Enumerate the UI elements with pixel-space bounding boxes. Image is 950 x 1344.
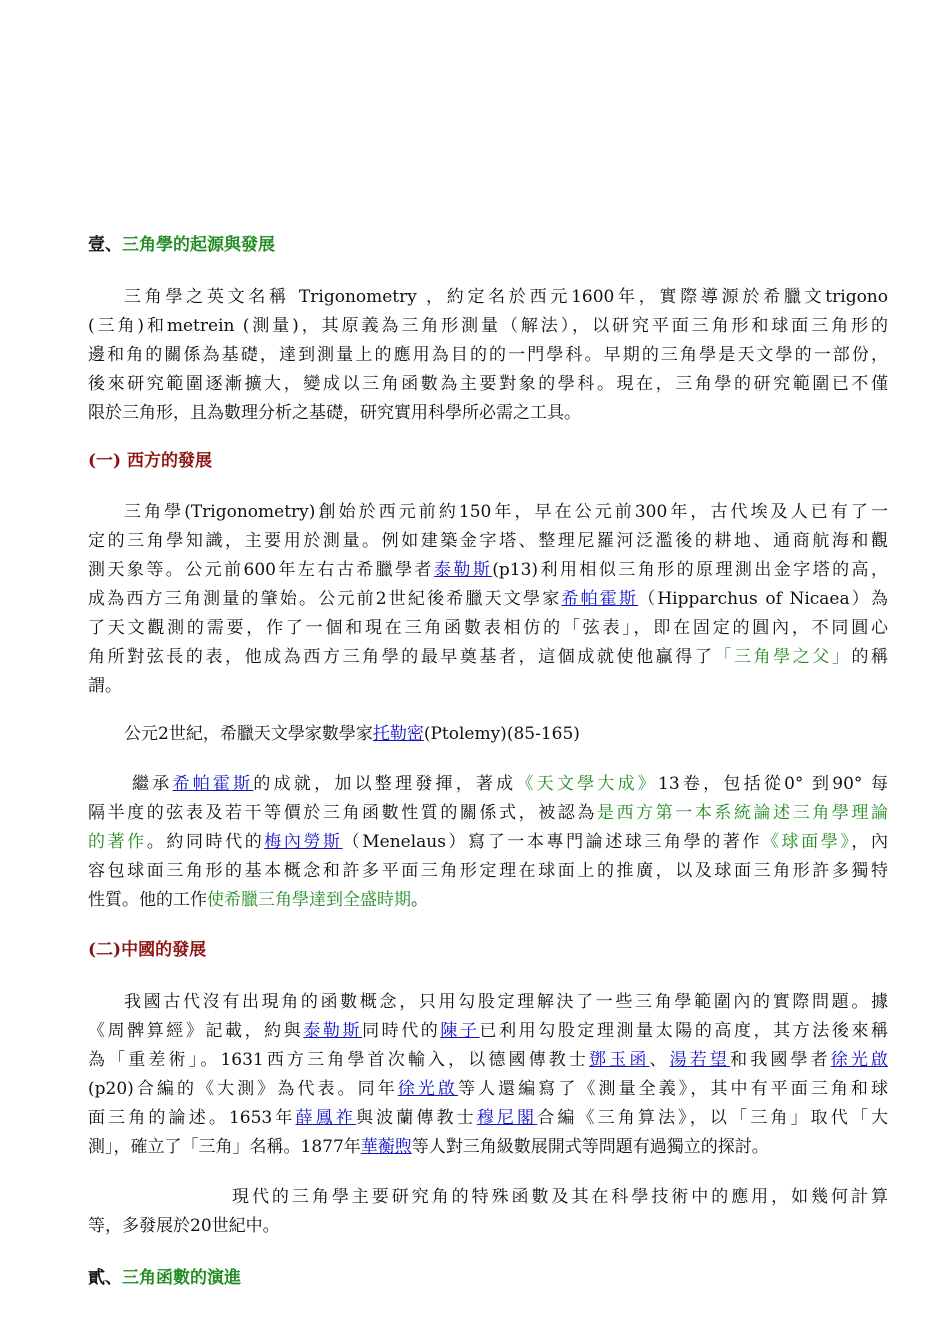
- section-heading-1: [88, 231, 888, 260]
- paragraph-line: 現代的三角學主要研究角的特殊函數及其在科學技術中的應用，如幾何計算: [232, 1187, 888, 1207]
- paragraph-line: [88, 1104, 888, 1133]
- text-run: 繼承: [132, 774, 173, 794]
- china-paragraph-1: [88, 988, 888, 1162]
- text-run: 等人還編寫了《測量全義》，其中有平面三角和球: [458, 1079, 889, 1099]
- paragraph-line: 等，多發展於20世紀中。: [88, 1216, 280, 1236]
- highlight-first-book-end: 的著作: [88, 832, 147, 852]
- text-run: 已利用勾股定理測量太陽的高度，其方法後來稱: [479, 1021, 889, 1041]
- paragraph-line: [88, 1017, 888, 1046]
- paragraph-line: [88, 828, 888, 857]
- section-number: 貳、: [88, 1268, 122, 1288]
- text-run: 的稱: [851, 647, 889, 667]
- west-paragraph-2: [88, 720, 888, 749]
- west-paragraph-3: [88, 770, 888, 915]
- paragraph-line: 我國古代沒有出現角的函數概念，只用勾股定理解決了一些三角學範圍內的實際問題。據: [124, 992, 888, 1012]
- link-hipparchus[interactable]: 希帕霍斯: [172, 774, 254, 794]
- highlight-sphaerica: 《球面學》: [761, 832, 852, 852]
- text-run: 隔半度的弦表及若干等價於三角函數性質的關係式，被認為: [88, 803, 597, 823]
- west-paragraph-1: [88, 498, 888, 701]
- paragraph-line: [88, 720, 888, 749]
- link-xue-fengzuo[interactable]: 薛鳳祚: [295, 1108, 356, 1128]
- text-run: 。: [411, 890, 428, 910]
- paragraph-line: [88, 1046, 888, 1075]
- highlight-golden-age: 使希臘三角學達到全盛時期: [207, 890, 411, 910]
- text-run: （Hipparchus of Nicaea）為: [638, 589, 888, 609]
- link-smogulecki[interactable]: 穆尼閣: [476, 1108, 538, 1128]
- link-menelaus[interactable]: 梅內勞斯: [264, 832, 343, 852]
- link-xu-guangqi[interactable]: 徐光啟: [830, 1050, 889, 1070]
- text-run: 公元2世紀，希臘天文學家數學家: [124, 724, 373, 744]
- link-chenzi[interactable]: 陳子: [440, 1021, 480, 1041]
- text-run: (Ptolemy)(85-165): [423, 724, 580, 744]
- text-run: 的成就，加以整理發揮，著成: [253, 774, 517, 794]
- paragraph-line: 三角學(Trigonometry)創始於西元前約150年，早在公元前300年，古代埃及人已有了一: [124, 502, 888, 522]
- link-thales[interactable]: 泰勒斯: [433, 560, 493, 580]
- subsection-number: (二): [88, 940, 122, 960]
- section-title: 三角學的起源與發展: [122, 235, 275, 255]
- paragraph-line: (三角)和metrein (測量)，其原義為三角形測量（解法），以研究平面三角形和球面三角形的: [88, 316, 888, 336]
- text-run: 測」，確立了「三角」名稱。1877年: [88, 1137, 361, 1157]
- paragraph-line: 限於三角形，且為數理分析之基礎，研究實用科學所必需之工具。: [88, 403, 581, 423]
- text-run: (p20)合編的《大測》為代表。同年: [88, 1079, 398, 1099]
- text-run: 為「重差術」。1631西方三角學首次輸入，以德國傳教士: [88, 1050, 590, 1070]
- text-run: 面三角的論述。1653年: [88, 1108, 296, 1128]
- paragraph-line: [88, 799, 888, 828]
- text-run: 角所對弦長的表，他成為西方三角學的最早奠基者，這個成就使他贏得了: [88, 647, 715, 667]
- text-run: 和我國學者: [730, 1050, 831, 1070]
- link-xu-guangqi[interactable]: 徐光啟: [397, 1079, 458, 1099]
- section-heading-2: [88, 1264, 888, 1293]
- subsection-number: (一): [88, 451, 122, 471]
- highlight-almagest: 《天文學大成》: [516, 774, 659, 794]
- text-run: 《周髀算經》記載，約與: [88, 1021, 304, 1041]
- text-run: 13卷，包括從0° 到90° 每: [658, 774, 889, 794]
- paragraph-line: [88, 643, 888, 672]
- intro-paragraph: [88, 283, 888, 428]
- text-run: 、: [649, 1050, 670, 1070]
- link-tang-ruowang[interactable]: 湯若望: [669, 1050, 731, 1070]
- text-run: 與波蘭傳教士: [355, 1108, 477, 1128]
- paragraph-line: 了天文觀測的需要，作了一個和現在三角函數表相仿的「弦表」，即在固定的圓內，不同圓心: [88, 618, 888, 638]
- text-run: 等人對三角級數展開式等問題有過獨立的探討。: [411, 1137, 769, 1157]
- section-number: 壹、: [88, 235, 122, 255]
- link-hipparchus[interactable]: 希帕霍斯: [561, 589, 639, 609]
- subsection-title: 西方的發展: [127, 451, 213, 471]
- text-run: 合編《三角算法》，以「三角」取代「大: [537, 1108, 889, 1128]
- link-thales[interactable]: 泰勒斯: [303, 1021, 363, 1041]
- text-run: 測天象等。公元前600年左右古希臘學者: [88, 560, 434, 580]
- subsection-heading-west: [88, 447, 888, 476]
- text-run: ，內: [851, 832, 889, 852]
- china-paragraph-2: [88, 1183, 888, 1241]
- text-run: （Menelaus）寫了一本專門論述球三角學的著作: [342, 832, 762, 852]
- highlight-father: 「三角學之父」: [714, 647, 852, 667]
- paragraph-line: 謂。: [88, 676, 122, 696]
- paragraph-line: [88, 1133, 888, 1162]
- paragraph-line: 容包球面三角形的基本概念和許多平面三角形定理在球面上的推廣，以及球面三角形許多獨特: [88, 861, 888, 881]
- section-title: 三角函數的演進: [122, 1268, 241, 1288]
- paragraph-line: 定的三角學知識，主要用於測量。例如建築金字塔、整理尼羅河泛濫後的耕地、通商航海和觀: [88, 531, 888, 551]
- paragraph-line: 邊和角的關係為基礎，達到測量上的應用為目的的一門學科。早期的三角學是天文學的一部份，: [88, 345, 888, 365]
- paragraph-line: [88, 556, 888, 585]
- paragraph-line: [88, 770, 888, 799]
- paragraph-line: [88, 585, 888, 614]
- subsection-title: 中國的發展: [121, 940, 207, 960]
- paragraph-line: [88, 1075, 888, 1104]
- text-run: 成為西方三角測量的肇始。公元前2世紀後希臘天文學家: [88, 589, 562, 609]
- link-ptolemy[interactable]: 托勒密: [372, 724, 424, 744]
- highlight-first-book: 是西方第一本系統論述三角學理論: [596, 803, 889, 823]
- text-run: 同時代的: [362, 1021, 441, 1041]
- text-run: 。約同時代的: [146, 832, 265, 852]
- link-hua-hengfang[interactable]: 華蘅煦: [360, 1137, 412, 1157]
- paragraph-line: [88, 886, 888, 915]
- link-deng-yuhan[interactable]: 鄧玉函: [589, 1050, 650, 1070]
- subsection-heading-china: [88, 936, 888, 965]
- paragraph-line: 後來研究範圍逐漸擴大，變成以三角函數為主要對象的學科。現在，三角學的研究範圍已不僅: [88, 374, 888, 394]
- text-run: 性質。他的工作: [88, 890, 207, 910]
- paragraph-line: 三角學之英文名稱 Trigonometry ，約定名於西元1600年，實際導源於希臘文trigono: [124, 287, 888, 307]
- text-run: (p13)利用相似三角形的原理測出金字塔的高，: [492, 560, 889, 580]
